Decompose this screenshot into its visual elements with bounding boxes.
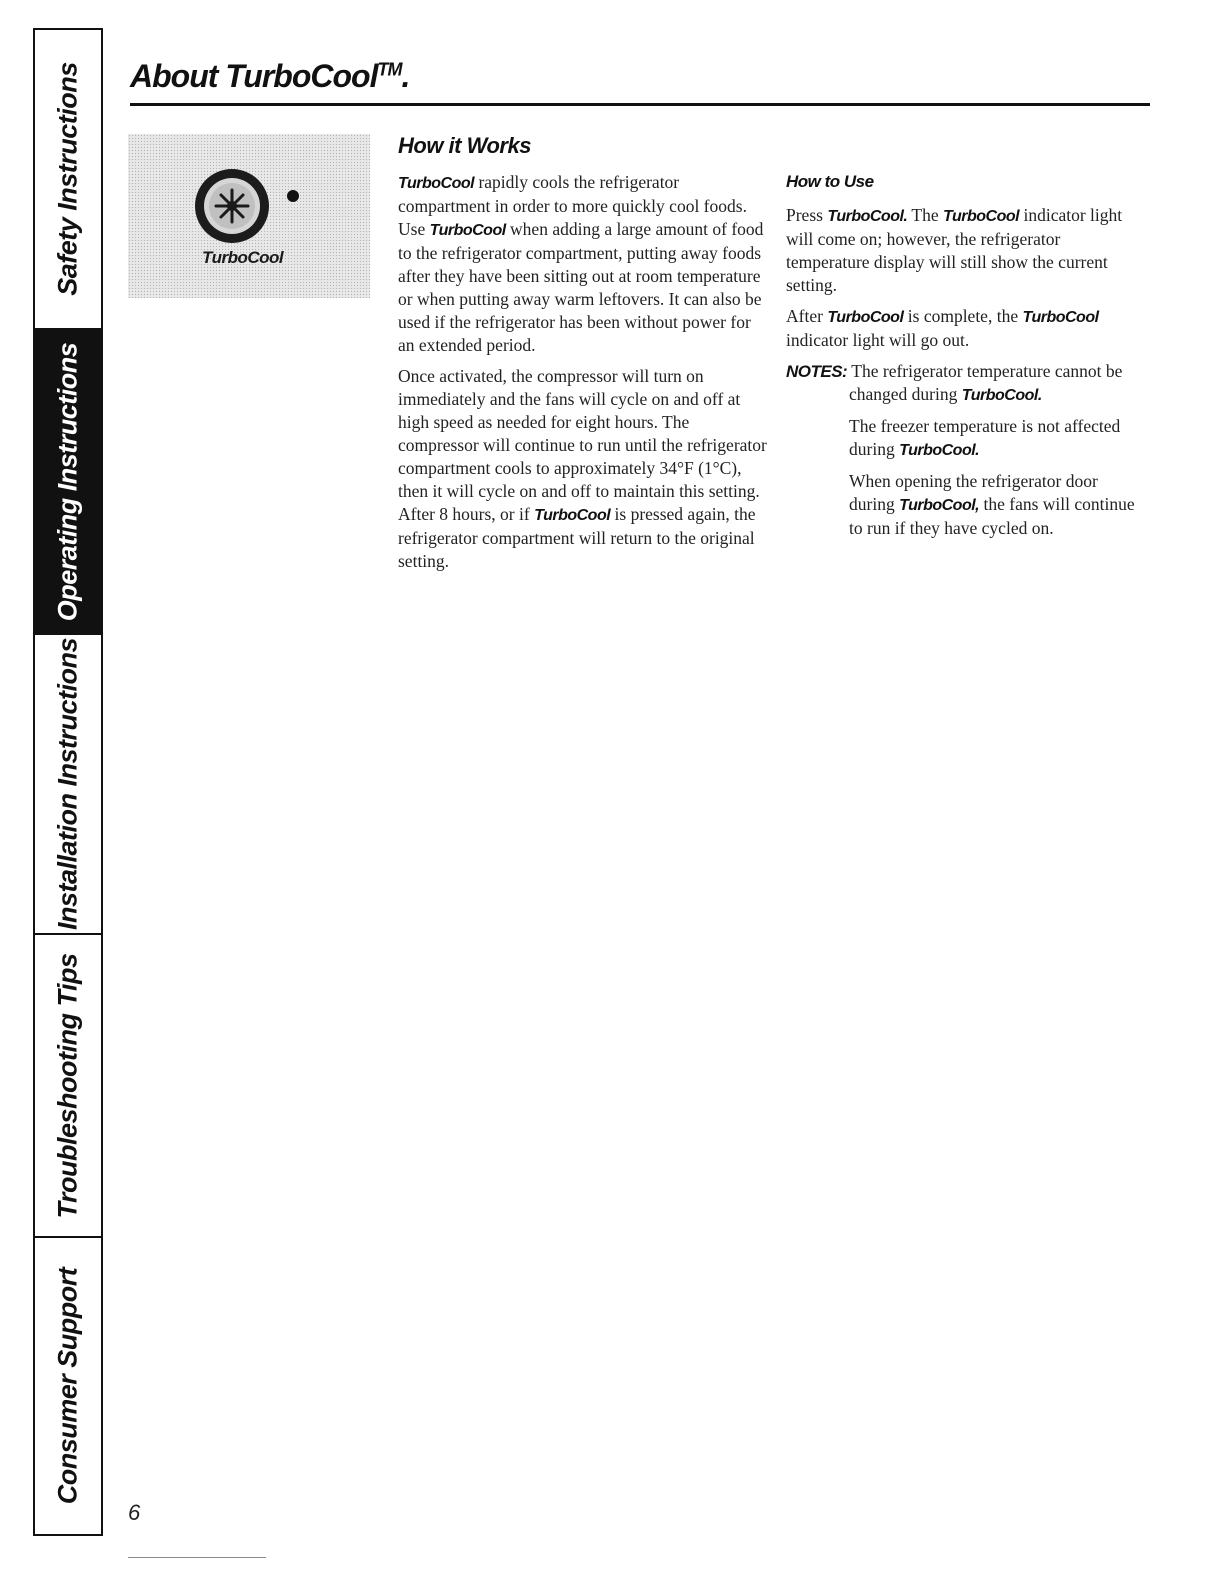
page-title-period: . bbox=[401, 58, 410, 94]
turbocool-term: TurboCool bbox=[398, 175, 475, 192]
tab-label: Safety Instructions bbox=[52, 62, 83, 296]
paragraph-text: indicator light will go out. bbox=[786, 330, 970, 350]
header-rule bbox=[130, 103, 1150, 106]
paragraph-text: is complete, the bbox=[903, 306, 1023, 326]
turbocool-term: TurboCool. bbox=[899, 442, 980, 459]
how-to-use-heading: How to Use bbox=[786, 172, 874, 191]
footer-rule bbox=[128, 1557, 266, 1558]
page-title bbox=[130, 58, 409, 95]
paragraph-text: Press bbox=[786, 205, 828, 225]
how-to-use-paragraph-1 bbox=[786, 204, 1146, 297]
page-title-text: About TurboCool bbox=[130, 58, 378, 94]
turbocool-button-illustration bbox=[128, 134, 370, 298]
turbocool-term: TurboCool. bbox=[961, 387, 1042, 404]
tab-operating-instructions[interactable] bbox=[35, 330, 101, 635]
how-to-use-paragraph-2 bbox=[786, 305, 1146, 352]
tab-consumer-support[interactable] bbox=[35, 1238, 101, 1534]
tab-label: Consumer Support bbox=[52, 1267, 83, 1505]
note-1 bbox=[786, 360, 1146, 407]
turbocool-term: TurboCool bbox=[827, 309, 904, 326]
turbocool-term: TurboCool bbox=[534, 507, 611, 524]
note-3 bbox=[849, 470, 1146, 540]
tab-label: Troubleshooting Tips bbox=[52, 953, 83, 1218]
paragraph-text: is pressed again, the refrigerator compartment will return to the original setting. bbox=[398, 504, 756, 571]
note-text: When opening the refrigerator door during bbox=[849, 471, 1098, 514]
paragraph-text: Once activated, the compressor will turn on immediately and the fans will cycle on and off at high speed as needed for eight hours. The compressor will continue to run until the refrigerator compartment cools to approximately 34°F (1°C), then it will cycle on and off to maintain this setting. After 8 hours, or if bbox=[398, 366, 767, 524]
how-it-works-paragraph-2 bbox=[398, 365, 768, 573]
how-to-use-section bbox=[786, 170, 1146, 548]
turbocool-term: TurboCool bbox=[429, 222, 506, 239]
how-it-works-paragraph-1 bbox=[398, 171, 768, 357]
turbocool-button-label: TurboCool bbox=[202, 248, 284, 267]
note-text: The freezer temperature is not affected during bbox=[849, 416, 1121, 459]
turbocool-term: TurboCool bbox=[1022, 309, 1099, 326]
how-it-works-heading: How it Works bbox=[398, 133, 531, 158]
tab-label: Installation Instructions bbox=[52, 637, 83, 931]
fan-icon bbox=[188, 160, 318, 250]
paragraph-text: The bbox=[907, 205, 944, 225]
tab-safety-instructions[interactable] bbox=[35, 30, 101, 330]
note-2 bbox=[849, 415, 1146, 462]
paragraph-text: indicator light will come on; however, the refrigerator temperature display will still show the current setting. bbox=[786, 205, 1123, 295]
paragraph-text: when adding a large amount of food to the refrigerator compartment, putting away foods after they have been sitting out at room temperature or when putting away warm leftovers. It can also be used if the refrigerator has been without power for an extended period. bbox=[398, 219, 764, 355]
paragraph-text: rapidly cools the refrigerator compartment in order to more quickly cool foods. Use bbox=[398, 172, 747, 239]
note-text: The refrigerator temperature cannot be changed during bbox=[847, 361, 1123, 404]
page-number: 6 bbox=[128, 1500, 141, 1525]
note-text: the fans will continue to run if they have cycled on. bbox=[849, 494, 1135, 538]
turbocool-term: TurboCool bbox=[943, 208, 1020, 225]
turbocool-term: TurboCool. bbox=[827, 208, 908, 225]
tab-installation-instructions[interactable] bbox=[35, 635, 101, 935]
how-it-works-section bbox=[398, 134, 768, 581]
notes-label: NOTES: bbox=[786, 362, 848, 381]
tab-label: Operating Instructions bbox=[52, 342, 83, 621]
tab-troubleshooting-tips[interactable] bbox=[35, 935, 101, 1238]
turbocool-term: TurboCool, bbox=[899, 497, 980, 514]
trademark-mark: TM bbox=[377, 59, 402, 80]
side-tab-strip bbox=[33, 28, 103, 1536]
paragraph-text: After bbox=[786, 306, 828, 326]
